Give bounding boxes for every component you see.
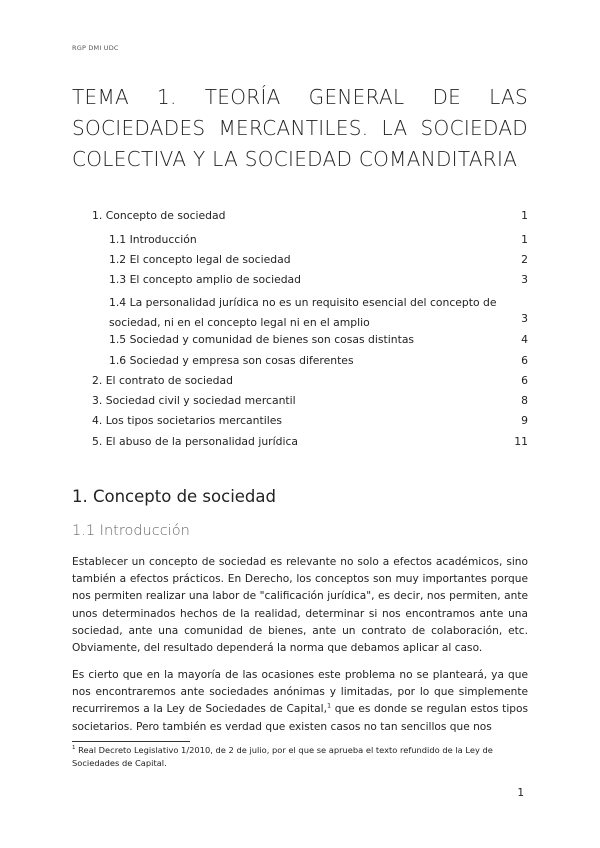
page-header: RGP DMI UDC — [72, 44, 119, 52]
section-heading: 1. Concepto de sociedad — [72, 487, 276, 506]
toc-item-label: 1. Concepto de sociedad — [92, 209, 226, 222]
body-paragraph — [72, 667, 528, 736]
toc-item-page: 1 — [521, 233, 528, 246]
footnote — [72, 744, 528, 769]
toc-item-page: 6 — [521, 354, 528, 367]
toc-item-label: 3. Sociedad civil y sociedad mercantil — [92, 394, 296, 407]
paragraph-text: que es donde se regulan estos tipos societarios. Pero también es verdad que existen casos no tan sencillos que nos — [72, 703, 528, 733]
document-title: TEMA 1. TEORÍA GENERAL DE LAS SOCIEDADES MERCANTILES. LA SOCIEDAD COLECTIVA Y LA SOCIEDAD COMANDITARIA — [72, 85, 528, 171]
toc-item-label: 4. Los tipos societarios mercantiles — [92, 414, 282, 427]
toc-item-page: 6 — [521, 374, 528, 387]
subsection-heading: 1.1 Introducción — [72, 523, 190, 539]
footnote-divider — [72, 741, 190, 742]
toc-item-page: 11 — [514, 435, 528, 448]
toc-item-label: 2. El contrato de sociedad — [92, 374, 233, 387]
paragraph-text: Es cierto que en la mayoría de las ocasiones este problema no se planteará, ya que nos encontraremos ante sociedades anónimas y limitadas, por lo que simplemente recurriremos a la Ley de Sociedades de Capital, — [72, 669, 528, 716]
toc-item-page: 1 — [521, 209, 528, 222]
body-paragraph: Establecer un concepto de sociedad es relevante no solo a efectos académicos, sino también a efectos prácticos. En Derecho, los conceptos son muy importantes porque nos permiten realizar una labor de "calificación jurídica", es decir, nos permiten, ante unos determinados hechos de la realidad, determinar si nos encontramos ante una sociedad, ante una comunidad de bienes, ante un contrato de colaboración, etc. Obviamente, del resultado dependerá la norma que debamos aplicar al caso. — [72, 556, 528, 655]
footnote-text: Real Decreto Legislativo 1/2010, de 2 de julio, por el que se aprueba el texto refundido de la Ley de Sociedades de Capital. — [72, 745, 493, 768]
footnote-reference[interactable]: 1 — [326, 701, 332, 710]
toc-item-label: 1.5 Sociedad y comunidad de bienes son cosas distintas — [109, 333, 415, 346]
toc-item-label: 5. El abuso de la personalidad jurídica — [92, 435, 299, 448]
toc-item-label: 1.6 Sociedad y empresa son cosas diferentes — [109, 354, 354, 367]
toc-item-page: 8 — [521, 394, 528, 407]
toc-item-page: 4 — [521, 333, 528, 346]
toc-item-label: 1.3 El concepto amplio de sociedad — [109, 273, 302, 286]
toc-item-label: 1.1 Introducción — [109, 233, 197, 246]
toc-item-label: 1.2 El concepto legal de sociedad — [109, 253, 291, 266]
toc-item-label: 1.4 La personalidad jurídica no es un requisito esencial del concepto de sociedad, ni en el concepto legal ni en el amplio — [109, 296, 497, 329]
footnote-marker: 1 — [72, 745, 76, 752]
toc-item-page: 2 — [521, 253, 528, 266]
page-number: 1 — [517, 787, 524, 799]
toc-item-page: 3 — [521, 312, 528, 325]
toc-item-page: 9 — [521, 414, 528, 427]
toc-item-page: 3 — [521, 273, 528, 286]
